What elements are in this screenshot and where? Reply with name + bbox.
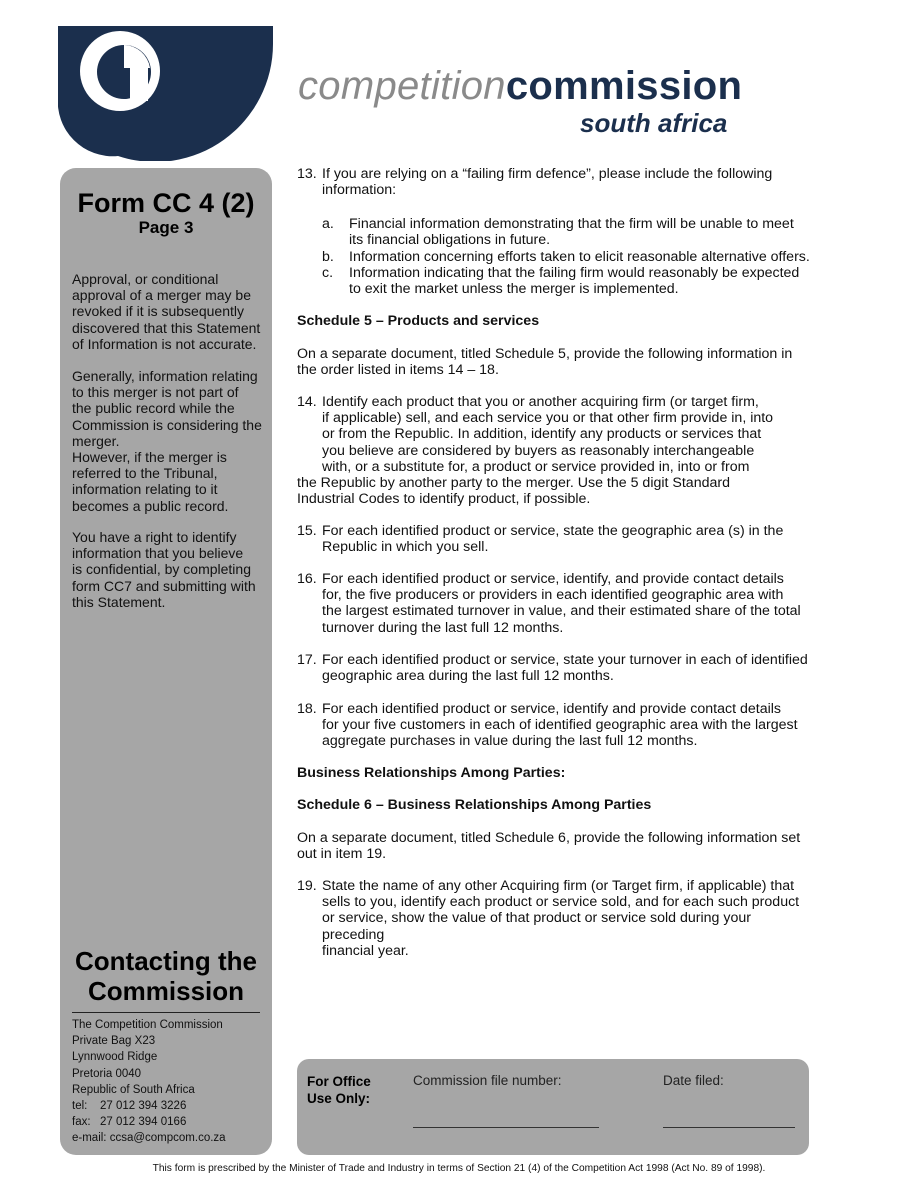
sub-label: b. <box>322 249 334 265</box>
office-use-label-line: Use Only: <box>307 1091 371 1106</box>
page-number: Page 3 <box>138 218 194 237</box>
item-text-line: aggregate purchases in value during the last full 12 months. <box>322 733 698 750</box>
sub-text-line: Financial information demonstrating that the firm will be unable to meet <box>349 216 794 232</box>
fax-number: 27 012 394 0166 <box>100 1116 187 1129</box>
schedule-5-intro <box>297 346 817 378</box>
sidebar-panel <box>60 168 272 1155</box>
schedule-6-intro <box>297 830 817 862</box>
note-line: referred to the Tribunal, <box>72 465 218 482</box>
item-13-sub-b <box>322 249 817 265</box>
item-text-line: Identify each product that you or another acquiring firm (or target firm, <box>322 394 759 410</box>
note-confidentiality <box>72 529 266 610</box>
note-line: discovered that this Statement <box>72 319 261 336</box>
item-13 <box>297 166 817 198</box>
address-line: The Competition Commission <box>72 1019 223 1031</box>
para-line: On a separate document, titled Schedule 6, provide the following information set <box>297 830 801 846</box>
address-line: Pretoria 0040 <box>72 1067 142 1080</box>
brand-part2: commission <box>505 64 743 108</box>
item-text-line: with, or a substitute for, a product or service provided in, into or from <box>322 458 750 475</box>
item-text-line: State the name of any other Acquiring firm (or Target firm, if applicable) that <box>322 878 795 894</box>
sub-label: a. <box>322 216 334 232</box>
note-line: information relating to it <box>72 481 218 498</box>
item-number: 13. <box>297 166 317 182</box>
note-line: merger. <box>72 432 120 449</box>
email-line <box>72 1130 226 1146</box>
phone-number: 27 012 394 3226 <box>100 1100 187 1113</box>
sub-text-line: its financial obligations in future. <box>349 232 551 249</box>
item-text-line: sells to you, identify each product or service sold, and for each such product <box>322 894 800 911</box>
business-relationships-heading: Business Relationships Among Parties: <box>297 765 566 781</box>
office-use-label-line: For Office <box>307 1074 371 1089</box>
item-text-line: for, the five producers or providers in each identified geographic area with <box>322 587 784 604</box>
note-line: this Statement. <box>72 593 166 610</box>
item-text-line: the Republic by another party to the merger. Use the 5 digit Standard <box>297 475 730 492</box>
item-text-line: For each identified product or service, state the geographic area (s) in the <box>322 523 784 539</box>
contact-heading <box>60 946 272 1006</box>
file-number-field[interactable] <box>413 1127 599 1128</box>
brand-name <box>298 66 742 106</box>
note-line: approval of a merger may be <box>72 287 251 304</box>
item-text-line: Republic in which you sell. <box>322 539 489 556</box>
date-filed-field[interactable] <box>663 1127 795 1128</box>
item-text-line: information: <box>322 182 397 199</box>
item-number: 15. <box>297 523 317 539</box>
item-text-line: For each identified product or service, identify, and provide contact details <box>322 571 784 587</box>
address-line: Republic of South Africa <box>72 1083 195 1096</box>
para-line: On a separate document, titled Schedule 5, provide the following information in <box>297 346 793 362</box>
schedule-5-heading: Schedule 5 – Products and services <box>297 313 540 329</box>
contact-divider <box>72 1012 260 1013</box>
email-label: e-mail: <box>72 1132 107 1145</box>
note-line: revoked if it is subsequently <box>72 303 244 320</box>
note-line: Generally, information relating <box>72 368 258 384</box>
phone-label: tel: <box>72 1100 88 1113</box>
note-public-record <box>72 368 266 514</box>
note-line: the public record while the <box>72 400 235 417</box>
sub-text-line: Information indicating that the failing firm would reasonably be expected <box>349 265 800 281</box>
note-line: to this merger is not part of <box>72 384 239 401</box>
item-15 <box>297 523 817 555</box>
date-filed-label: Date filed: <box>663 1073 724 1088</box>
item-text-line: or service, show the value of that product or service sold during your preceding <box>322 910 751 943</box>
brand-part1: competition <box>298 64 506 108</box>
sub-text-line: Information concerning efforts taken to elicit reasonable alternative offers. <box>349 249 810 265</box>
item-text-line: if applicable) sell, and each service you or that other firm provide in, into <box>322 410 774 427</box>
item-number: 16. <box>297 571 317 587</box>
item-16 <box>297 571 817 636</box>
note-line: However, if the merger is <box>72 449 227 466</box>
item-text-line: or from the Republic. In addition, identify any products or services that <box>322 426 762 443</box>
note-line: Approval, or conditional <box>72 271 219 287</box>
email-address: ccsa@compcom.co.za <box>109 1132 226 1145</box>
para-line: the order listed in items 14 – 18. <box>297 362 499 379</box>
item-text-line: For each identified product or service, identify and provide contact details <box>322 701 781 717</box>
file-number-label: Commission file number: <box>413 1073 562 1088</box>
note-revocation <box>72 271 266 352</box>
item-number: 18. <box>297 701 317 717</box>
note-line: is confidential, by completing <box>72 561 251 578</box>
item-text-line: For each identified product or service, state your turnover in each of identified <box>322 652 808 668</box>
item-19 <box>297 878 817 959</box>
item-text-line: for your five customers in each of identified geographic area with the largest <box>322 717 798 734</box>
item-text-line: geographic area during the last full 12 months. <box>322 668 614 685</box>
item-text-line: the largest estimated turnover in value, and their estimated share of the total <box>322 603 801 620</box>
brand-subtitle: south africa <box>580 108 728 138</box>
item-13-sub-c <box>322 265 817 297</box>
item-number: 17. <box>297 652 317 668</box>
footer-legal-note: This form is prescribed by the Minister of Trade and Industry in terms of Section 21 (4) of the Competition Act 1998 (Act No. 89 of 1998). <box>152 1163 766 1174</box>
address-line: Lynnwood Ridge <box>72 1051 158 1064</box>
fax-label: fax: <box>72 1116 91 1129</box>
note-line: information that you believe <box>72 545 244 562</box>
para-line: out in item 19. <box>297 846 387 863</box>
phone-line <box>72 1098 226 1114</box>
office-use-label <box>307 1073 371 1107</box>
commission-logo <box>58 26 273 161</box>
item-number: 19. <box>297 878 317 894</box>
note-line: becomes a public record. <box>72 497 229 514</box>
item-14 <box>297 394 817 507</box>
item-18 <box>297 701 817 750</box>
contact-heading-line: Contacting the <box>75 946 257 976</box>
address-line: Private Bag X23 <box>72 1035 156 1048</box>
item-text-line: you believe are considered by buyers as reasonably interchangeable <box>322 442 755 459</box>
schedule-6-heading: Schedule 6 – Business Relationships Among Parties <box>297 797 652 813</box>
note-line: You have a right to identify <box>72 529 237 545</box>
office-use-box <box>297 1059 809 1155</box>
contact-heading-line: Commission <box>87 976 245 1006</box>
item-text-line: If you are relying on a “failing firm defence”, please include the following <box>322 166 773 182</box>
item-number: 14. <box>297 394 317 410</box>
item-text-line: Industrial Codes to identify product, if possible. <box>297 491 591 508</box>
sub-label: c. <box>322 265 334 281</box>
item-text-line: financial year. <box>322 942 409 959</box>
item-text-line: turnover during the last full 12 months. <box>322 619 564 636</box>
contact-address <box>72 1017 226 1147</box>
fax-line <box>72 1114 226 1130</box>
sub-text-line: to exit the market unless the merger is implemented. <box>349 281 679 298</box>
item-13-sub-a <box>322 216 817 248</box>
item-17 <box>297 652 817 684</box>
form-title: Form CC 4 (2) <box>77 188 255 218</box>
note-line: form CC7 and submitting with <box>72 577 256 594</box>
note-line: of Information is not accurate. <box>72 335 257 352</box>
note-line: Commission is considering the <box>72 416 262 433</box>
